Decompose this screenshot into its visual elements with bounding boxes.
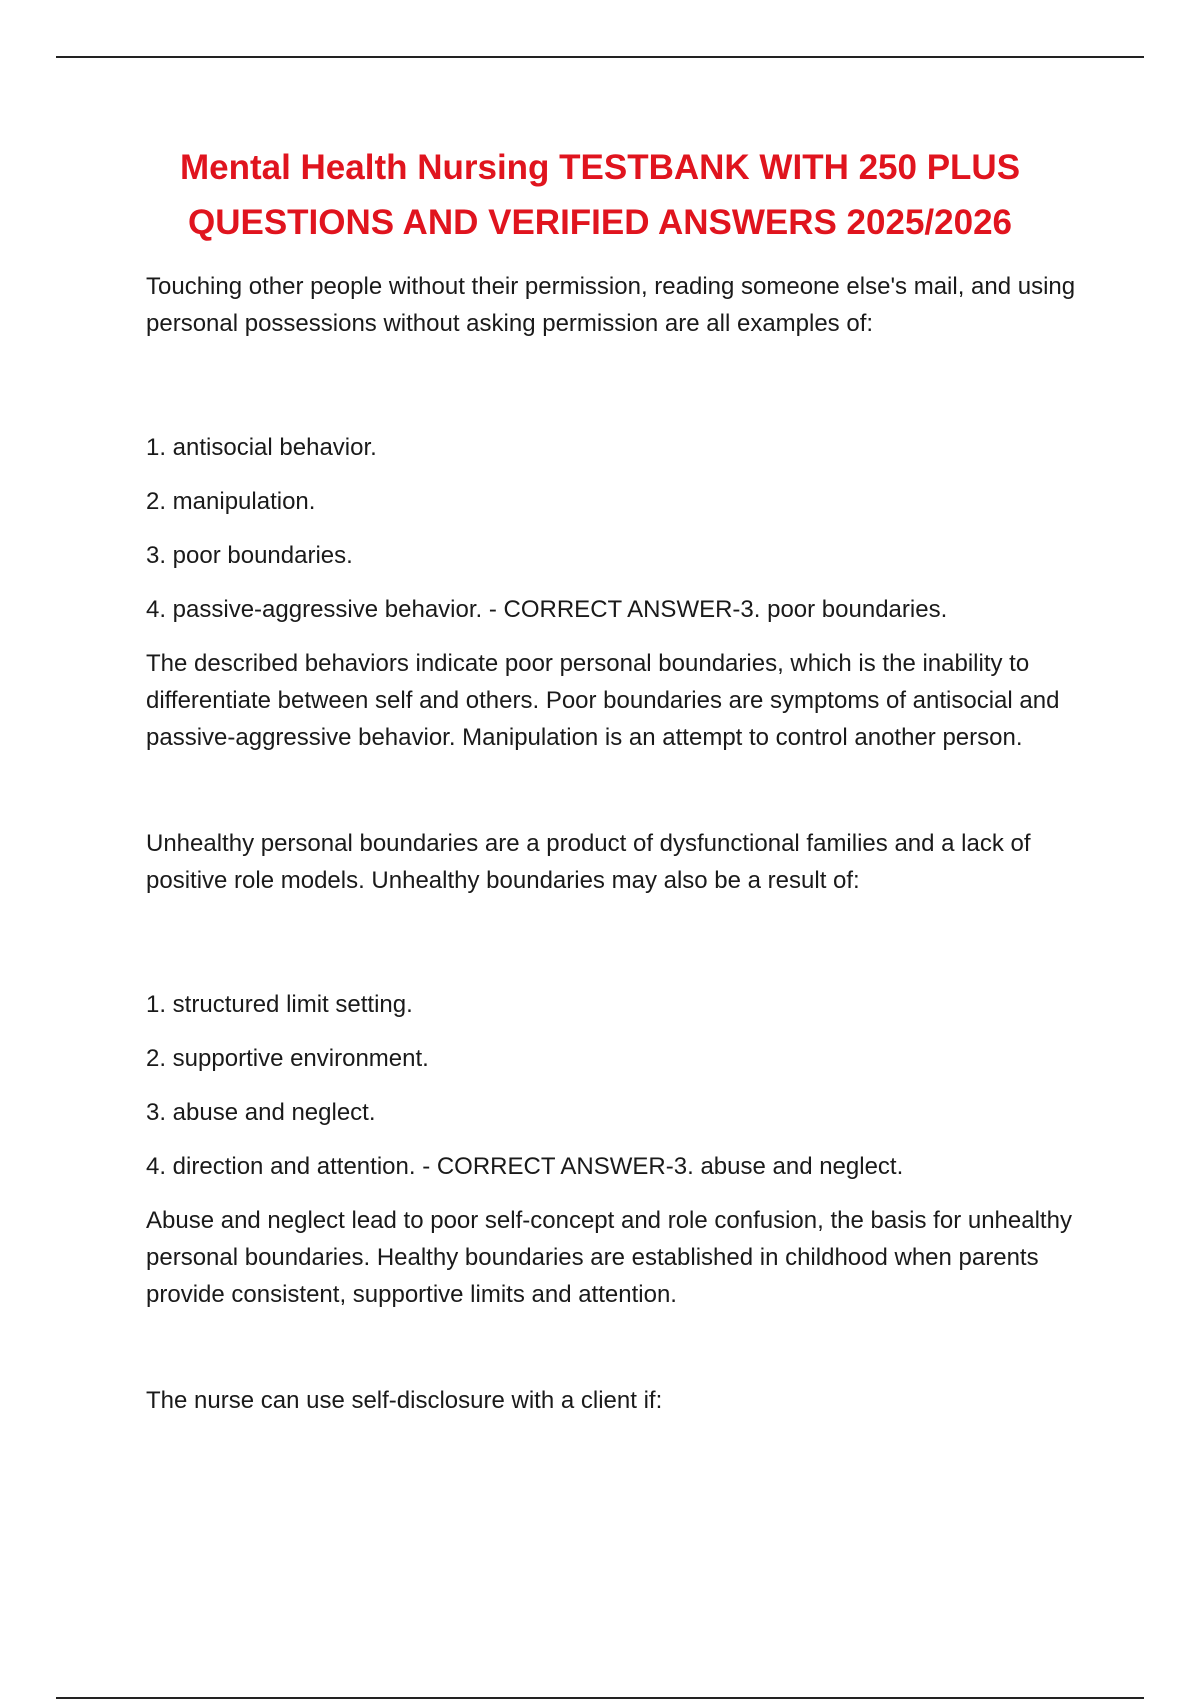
answer-option: 2. supportive environment. bbox=[146, 1045, 429, 1072]
question-block bbox=[146, 268, 1106, 756]
question-block bbox=[146, 825, 1106, 1313]
top-rule bbox=[56, 56, 1144, 58]
question-stem: The nurse can use self-disclosure with a client if: bbox=[146, 1387, 663, 1414]
answer-rationale: Abuse and neglect lead to poor self-concept and role confusion, the basis for unhealthy personal boundaries. Healthy boundaries are established in childhood when parents provide consistent, supportive limits and attention. bbox=[146, 1207, 1072, 1308]
bottom-rule bbox=[56, 1697, 1144, 1699]
answer-option: 1. antisocial behavior. bbox=[146, 434, 377, 461]
document-body bbox=[146, 268, 1106, 1419]
document-title: Mental Health Nursing TESTBANK WITH 250 PLUS QUESTIONS AND VERIFIED ANSWERS 2025/2026 bbox=[179, 148, 1021, 242]
question-stem: Touching other people without their permission, reading someone else's mail, and using personal possessions without asking permission are all examples of: bbox=[146, 273, 1076, 337]
question-block bbox=[146, 1382, 1106, 1419]
answer-option: 3. abuse and neglect. bbox=[146, 1099, 376, 1126]
answer-option-with-correct-answer: 4. direction and attention. - CORRECT ANSWER-3. abuse and neglect. bbox=[146, 1153, 904, 1180]
answer-option-with-correct-answer: 4. passive-aggressive behavior. - CORRECT ANSWER-3. poor boundaries. bbox=[146, 596, 948, 623]
answer-option: 3. poor boundaries. bbox=[146, 542, 353, 569]
answer-option: 1. structured limit setting. bbox=[146, 991, 413, 1018]
answer-rationale: The described behaviors indicate poor personal boundaries, which is the inability to differentiate between self and others. Poor boundaries are symptoms of antisocial and passive-aggressive behavior. Manipulation is an attempt to control another person. bbox=[146, 650, 1060, 751]
answer-option: 2. manipulation. bbox=[146, 488, 316, 515]
question-stem: Unhealthy personal boundaries are a product of dysfunctional families and a lack of positive role models. Unhealthy boundaries may also be a result of: bbox=[146, 830, 1031, 894]
